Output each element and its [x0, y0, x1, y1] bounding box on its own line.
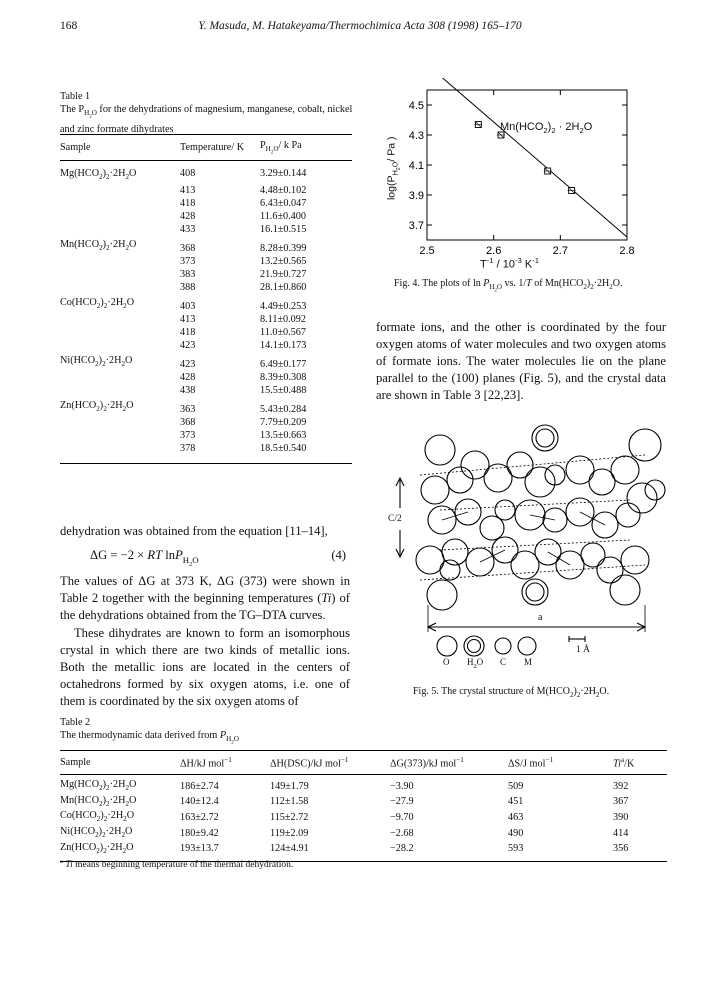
table2-cell: $Zn(HCO_2)_2\cdot 2H_2O$ [60, 842, 180, 862]
fig4-frame [427, 90, 627, 240]
table2-cell: 140±12.4 [180, 796, 219, 808]
table2-row [60, 775, 667, 795]
table2-header: ΔH/kJ mol$^{-1}$ [180, 751, 270, 775]
table1-row [60, 371, 352, 384]
table1-row [60, 268, 352, 281]
atom-circle [627, 483, 657, 513]
table2-cell: 356 [613, 842, 667, 862]
atom-circle [566, 456, 594, 484]
table1-temperature: 413 [180, 314, 196, 326]
table1-temperature: 368 [180, 417, 196, 429]
fig4-chart [372, 78, 672, 278]
fig5-legend-label: O [443, 657, 450, 667]
table1-temperature: 383 [180, 269, 196, 281]
table1-sample-blank [60, 371, 180, 384]
table2-cell: $Mg(HCO_2)_2\cdot 2H_2O$ [60, 779, 137, 793]
legend-m-symbol [518, 637, 536, 655]
atom-circle [447, 467, 473, 493]
table1-row [60, 281, 352, 294]
table2-cell: 490 [508, 827, 524, 839]
legend-h2o-inner [468, 640, 481, 653]
table1-temperature: 428 [180, 211, 196, 223]
table1-caption-text: The $P_{H_2O}$ for the dehydrations of magnesium, manganese, cobalt, nickel and zinc formate dihydrates [60, 104, 353, 136]
table2-cell: −3.90 [390, 780, 414, 792]
table1-pressure: 8.11±0.092 [260, 314, 306, 326]
table2-cell: $Ni(HCO_2)_2\cdot 2H_2O$ [60, 825, 133, 840]
atom-circle [611, 456, 639, 484]
table2-row [60, 795, 667, 811]
table1-sample-blank [60, 268, 180, 281]
table1-row [60, 339, 352, 352]
table1-row [60, 255, 352, 268]
table2-cell: 193±13.7 [180, 842, 270, 862]
table1-sample: $Mn(HCO_2)_2\cdot 2H_2O$ [60, 239, 137, 253]
table2-cell: 115±2.72 [270, 811, 309, 823]
fig4-ytick-label: 4.3 [408, 130, 424, 142]
table1-temperature: 368 [180, 243, 196, 255]
table2-cell: −2.68 [390, 827, 414, 839]
table1-sample-blank [60, 429, 180, 442]
table1-sample-blank [60, 210, 180, 223]
atom-circle [629, 429, 661, 461]
table1-sample-blank [60, 184, 180, 197]
fig4-legend: $Mn(HCO_2)_2 \cdot 2H_2O$ [500, 121, 593, 136]
table1-row [60, 384, 352, 397]
table1-sample-blank [60, 326, 180, 339]
table1-temperature: 363 [180, 404, 196, 416]
table1-row [60, 429, 352, 442]
atom-circle [425, 435, 455, 465]
fig4-ytick-label: 3.9 [408, 190, 424, 202]
table2-cell: 392 [613, 780, 629, 792]
atom-circle [495, 500, 515, 520]
table1-sample-blank [60, 281, 180, 294]
table1-temperature: 378 [180, 442, 260, 464]
atom-circle [511, 551, 539, 579]
fig4-ytick-label: 4.5 [408, 100, 424, 112]
right-para1: formate ions, and the other is coordinated by the four oxygen atoms of water molecules and two oxygen atoms of formate ions. The water molecules lie on the plane parallel to the (100) planes (Fig. 5), and the crystal data are shown in Table 3 [22,23]. [376, 320, 666, 402]
equation-number: (4) [331, 548, 346, 562]
table1-pressure: 16.1±0.515 [260, 224, 307, 236]
fig4-ylabel: $\log(P_{H_2O}/$ Pa ) [385, 136, 403, 201]
table2-cell: 149±1.79 [270, 780, 309, 792]
table2-row [60, 826, 667, 842]
table1-pressure: 8.28±0.399 [260, 243, 307, 255]
fig5-legend-label: M [524, 657, 533, 667]
atom-circle [616, 503, 640, 527]
fig5-scale-label: 1 Å [576, 645, 590, 655]
atom-circle [597, 557, 623, 583]
atom-circle [480, 516, 504, 540]
table1-row [60, 416, 352, 429]
fig4-ytick-label: 4.1 [408, 160, 424, 172]
fig4-xtick-label: 2.6 [486, 245, 502, 257]
table1-pressure: 3.29±0.144 [260, 168, 307, 180]
table2-cell: 163±2.72 [180, 811, 219, 823]
table2-label: Table 2 [60, 717, 91, 728]
table1-sample-blank [60, 384, 180, 397]
table1-sample-blank [60, 223, 180, 236]
table1-pressure: 7.79±0.209 [260, 417, 307, 429]
table1-temperature: 428 [180, 372, 196, 384]
table2-cell: 367 [613, 796, 629, 808]
table2-cell: 180±9.42 [180, 827, 219, 839]
table2-cell: 186±2.74 [180, 780, 219, 792]
table2-cell: 414 [613, 827, 629, 839]
table1-row [60, 313, 352, 326]
table2-cell: 509 [508, 780, 524, 792]
left-para3: These dihydrates are known to form an isomorphous crystal in which there are two kinds of metallic ions. Both the metallic ions are located in the centers of octahedrons formed by six oxygen atoms, i.e. one of them is coordinated by the six oxygen atoms of [60, 626, 350, 708]
table1-pressure: 4.48±0.102 [260, 185, 307, 197]
running-title: Y. Masuda, M. Hatakeyama/Thermochimica Acta 308 (1998) 165–170 [198, 20, 522, 32]
table1-sample-blank [60, 313, 180, 326]
fig4-xtick-label: 2.8 [619, 245, 635, 257]
table1-sample-blank [60, 197, 180, 210]
table1-temperature: 408 [180, 168, 196, 180]
table2-cell: $Mn(HCO_2)_2\cdot 2H_2O$ [60, 794, 137, 808]
fig4-marks [427, 78, 627, 237]
table1-temperature: 423 [180, 340, 196, 352]
table1-header: Temperature/ K [180, 135, 260, 161]
table1 [60, 134, 352, 464]
table1-temperature: 423 [180, 359, 196, 371]
atom-circle [621, 546, 649, 574]
table2-cell: −27.9 [390, 796, 414, 808]
table1-sample-blank [60, 416, 180, 429]
atom-circle [525, 467, 555, 497]
table1-pressure: 18.5±0.540 [260, 442, 352, 464]
table1-row [60, 397, 352, 416]
fig4-xlabel: $T^{-1} / 10^{-3}$ $K^{-1}$ [480, 256, 540, 271]
table2-footnote: $^a$ Ti means beginning temperature of the thermal dehydration. [60, 858, 294, 871]
atom-circle [427, 580, 457, 610]
table1-row [60, 184, 352, 197]
left-para2: The values of ΔG at 373 K, ΔG (373) were shown in Table 2 together with the beginning temperatures (Ti) of the dehydrations obtained from the TG–DTA curves. [60, 574, 350, 622]
table1-pressure: 5.43±0.284 [260, 404, 307, 416]
atom-circle [610, 575, 640, 605]
table1-temperature: 418 [180, 327, 196, 339]
table2-cell: 390 [613, 811, 629, 823]
fig5-c-label: C/2 [388, 514, 402, 524]
table2-caption [60, 716, 239, 749]
fig5-a-label: a [538, 612, 543, 623]
atom-circle [440, 560, 460, 580]
table1-pressure: 6.43±0.047 [260, 198, 307, 210]
table1-sample: $Co(HCO_2)_2\cdot 2H_2O$ [60, 297, 135, 311]
table1-pressure: 11.0±0.567 [260, 327, 306, 339]
table1-temperature: 418 [180, 198, 196, 210]
table1-temperature: 388 [180, 282, 196, 294]
table1-row [60, 161, 352, 185]
table2-caption-text: The thermodynamic data derived from $P_{H_2O}$ [60, 730, 239, 746]
table2-header: Ti$^a$/K [613, 751, 667, 775]
atom-circle [421, 476, 449, 504]
table2-cell: −28.2 [390, 842, 508, 862]
fig4-xtick-label: 2.5 [419, 245, 435, 257]
table2-cell: 119±2.09 [270, 827, 309, 839]
table1-sample-blank [60, 339, 180, 352]
table2-cell: −9.70 [390, 811, 414, 823]
table2-cell: 124±4.91 [270, 842, 390, 862]
table1-temperature: 403 [180, 301, 196, 313]
legend-o-symbol [437, 636, 457, 656]
table1-row [60, 236, 352, 255]
table1-row [60, 197, 352, 210]
table1-sample-blank [60, 255, 180, 268]
fig5-caption: Fig. 5. The crystal structure of $M(HCO_2)_2\cdot 2H_2O$. [413, 686, 610, 699]
table2-cell: 451 [508, 796, 524, 808]
table1-pressure: 21.9±0.727 [260, 269, 307, 281]
table1-pressure: 28.1±0.860 [260, 282, 307, 294]
atom-circle [536, 429, 554, 447]
table2-cell: 112±1.58 [270, 796, 309, 808]
atom-circle [526, 583, 544, 601]
fig5-legend-label: C [500, 657, 507, 667]
table1-sample: $Mg(HCO_2)_2\cdot 2H_2O$ [60, 168, 137, 182]
fig5-diagram [380, 420, 680, 680]
table1-pressure: 11.6±0.400 [260, 211, 306, 223]
table1-row [60, 294, 352, 313]
fig4-fit-line [427, 78, 627, 237]
table2-row [60, 810, 667, 826]
fig4-caption: Fig. 4. The plots of $\ln P_{H_2O}$ vs. 1/T of $Mn(HCO_2)_2\cdot 2H_2O$. [394, 278, 623, 294]
table2-header: ΔS/J mol$^{-1}$ [508, 751, 613, 775]
table2 [60, 750, 667, 862]
page-number: 168 [60, 20, 78, 32]
fig4-data-point [544, 168, 552, 174]
table1-label: Table 1 [60, 91, 91, 102]
table1-temperature: 433 [180, 224, 196, 236]
table1-pressure: 14.1±0.173 [260, 340, 307, 352]
table1-header: $P_{H_2O}/$ k Pa [260, 135, 352, 161]
table1-header: Sample [60, 135, 180, 161]
atom-circle [581, 543, 605, 567]
table1-pressure: 6.49±0.177 [260, 359, 307, 371]
fig4-ytick-label: 3.7 [408, 220, 424, 232]
table1-row [60, 223, 352, 236]
table1-pressure: 4.49±0.253 [260, 301, 307, 313]
table1-pressure: 13.2±0.565 [260, 256, 307, 268]
fig4-axes [409, 90, 635, 257]
table1-sample: $Zn(HCO_2)_2\cdot 2H_2O$ [60, 400, 134, 414]
table1-row [60, 210, 352, 223]
table1-temperature: 373 [180, 256, 196, 268]
equation-4 [90, 548, 346, 567]
table1-temperature: 438 [180, 385, 196, 397]
equation-text: ΔG = −2 × RT lnP$_{H_2O}$ [90, 548, 199, 568]
table1-temperature: 373 [180, 430, 196, 442]
table1-pressure: 15.5±0.488 [260, 385, 307, 397]
fig4-data-point [568, 188, 576, 194]
table1-row [60, 352, 352, 371]
table1-row [60, 442, 352, 464]
table1-pressure: 13.5±0.663 [260, 430, 307, 442]
table1-caption [60, 90, 360, 136]
fig4-xtick-label: 2.7 [552, 245, 568, 257]
table2-cell: $Co(HCO_2)_2\cdot 2H_2O$ [60, 810, 135, 824]
table1-sample-blank [60, 442, 180, 464]
table1-sample: $Ni(HCO_2)_2\cdot 2H_2O$ [60, 355, 133, 369]
table1-temperature: 413 [180, 185, 196, 197]
table1-pressure: 8.39±0.308 [260, 372, 307, 384]
left-para1: dehydration was obtained from the equation [11–14], [60, 524, 328, 538]
table1-row [60, 326, 352, 339]
legend-c-symbol [495, 638, 511, 654]
table2-header: ΔG(373)/kJ mol$^{-1}$ [390, 751, 508, 775]
fig5-legend [380, 657, 580, 671]
table2-cell: 463 [508, 811, 524, 823]
fig4-data-point [474, 122, 482, 128]
table2-header: Sample [60, 751, 180, 775]
table2-header: ΔH(DSC)/kJ mol$^{-1}$ [270, 751, 390, 775]
fig4-ylabel-box [384, 120, 404, 220]
table2-cell: 593 [508, 842, 613, 862]
fig5-legend-label: $H_2O$ [467, 657, 484, 670]
